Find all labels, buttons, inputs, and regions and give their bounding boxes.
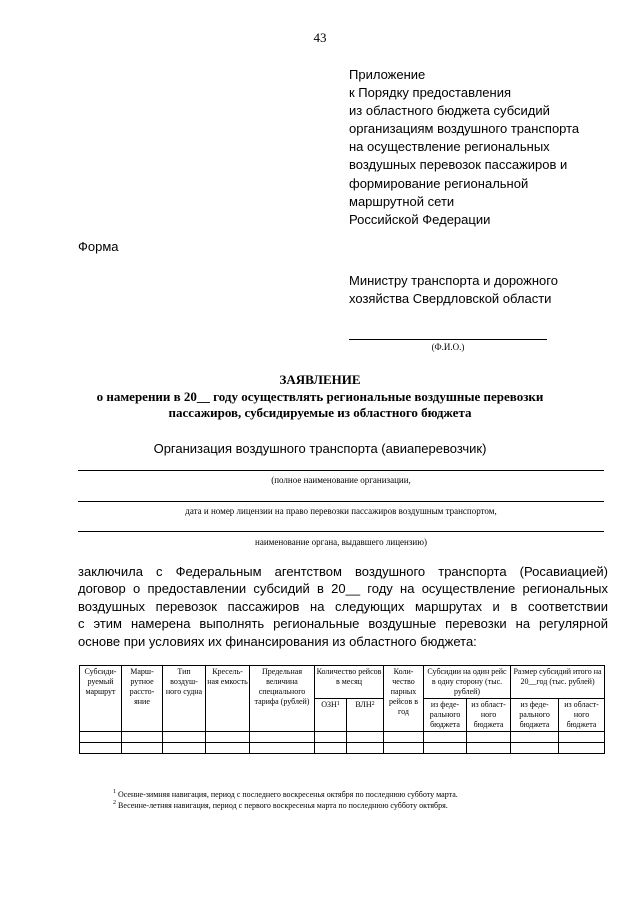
header-aircraft-type: Тип воздуш-ного судна — [163, 666, 206, 732]
caption-license: дата и номер лицензии на право перевозки пассажиров воздушным транспортом, — [185, 506, 497, 516]
footnote-text: Осенне-зимняя навигация, период с последнего воскресенья октября по последнюю субботу марта. — [118, 790, 458, 799]
footnote-mark: 2 — [113, 800, 116, 806]
header-route-length: Марш-рутное рассто-яние — [122, 666, 163, 732]
addressee-line-2: хозяйства Свердловской области — [349, 291, 552, 306]
header-ozn — [315, 699, 347, 732]
body-line: с этим намерена выполнять региональные воздушные перевозки на регулярной — [78, 616, 608, 632]
form-label: Форма — [78, 239, 119, 254]
table-header-row — [80, 666, 605, 699]
addressee-block — [349, 272, 558, 308]
header-regional-2: из област-ного бюджета — [559, 699, 605, 732]
fill-line-license — [78, 501, 604, 502]
appendix-line: формирование региональной — [349, 175, 529, 191]
appendix-line: воздушных перевозок пассажиров и — [349, 157, 568, 173]
footnote-text: Весенне-летняя навигация, период с первого воскресенья марта по последнюю субботу октября. — [118, 801, 448, 810]
header-flights-year: Коли-чество парных рейсов в год — [384, 666, 424, 732]
footnote-mark: 1 — [113, 789, 116, 795]
fill-line-org-name — [78, 470, 604, 471]
title-line-2: пассажиров, субсидируемые из областного бюджета — [168, 405, 472, 420]
title-heading: ЗАЯВЛЕНИЕ — [279, 372, 361, 387]
appendix-line: Приложение — [349, 67, 426, 82]
fio-signature-line — [349, 339, 547, 340]
body-paragraph — [78, 563, 608, 650]
appendix-line: Российской Федерации — [349, 211, 491, 227]
header-max-tariff: Предельная величина специального тарифа (рублей) — [250, 666, 315, 732]
vln-label: ВЛН — [355, 700, 372, 709]
header-flights-month: Количество рейсов в месяц — [315, 666, 384, 699]
caption-issuer: наименование органа, выдавшего лицензию) — [255, 537, 427, 547]
appendix-line: к Порядку предоставления — [349, 85, 511, 101]
table-row — [80, 732, 605, 743]
fill-line-issuer — [78, 531, 604, 532]
appendix-line: из областного бюджета субсидий — [349, 103, 550, 119]
appendix-block — [349, 66, 619, 229]
table-row — [80, 743, 605, 754]
body-line: заключила с Федеральным агентством воздушного транспорта (Росавиацией) — [78, 564, 608, 579]
appendix-line: на осуществление региональных — [349, 139, 550, 155]
appendix-line: маршрутной сети — [349, 193, 455, 209]
ozn-label: ОЗН — [321, 700, 337, 709]
appendix-line: организациям воздушного транспорта — [349, 121, 580, 137]
title-line-1: о намерении в 20__ году осуществлять региональные воздушные перевозки — [96, 388, 544, 404]
body-line: воздушных перевозок пассажиров на следующих маршрутах и в соответствии — [78, 598, 608, 614]
body-line: основе при условиях их финансирования из областного бюджета: — [78, 633, 477, 649]
footnote-2 — [113, 801, 448, 810]
fio-caption: (Ф.И.О.) — [431, 342, 465, 352]
footnote-ref-1: 1 — [336, 701, 340, 707]
header-seat-capacity: Кресель-ная емкость — [206, 666, 250, 732]
addressee-line-1: Министру транспорта и дорожного — [349, 273, 558, 288]
header-regional-1: из област-ного бюджета — [467, 699, 511, 732]
header-federal-2: из феде-рального бюджета — [511, 699, 559, 732]
header-route: Субсиди-руемый маршрут — [80, 666, 122, 732]
header-subsidy-total: Размер субсидий итого на 20__год (тыс. рублей) — [511, 666, 605, 699]
caption-org-name: (полное наименование организации, — [271, 475, 411, 485]
document-title — [0, 372, 640, 422]
organization-line: Организация воздушного транспорта (авиаперевозчик) — [153, 441, 487, 456]
footnote-ref-2: 2 — [371, 701, 375, 707]
footnote-1 — [113, 790, 458, 799]
routes-table — [79, 665, 605, 754]
header-federal-1: из феде-рального бюджета — [424, 699, 467, 732]
body-line: договор о предоставлении субсидий в 20__ году на осуществление региональных — [78, 581, 608, 597]
page-number: 43 — [313, 30, 327, 45]
header-vln — [347, 699, 384, 732]
header-subsidy-one-flight: Субсидии на один рейс в одну сторону (тыс. рублей) — [424, 666, 511, 699]
